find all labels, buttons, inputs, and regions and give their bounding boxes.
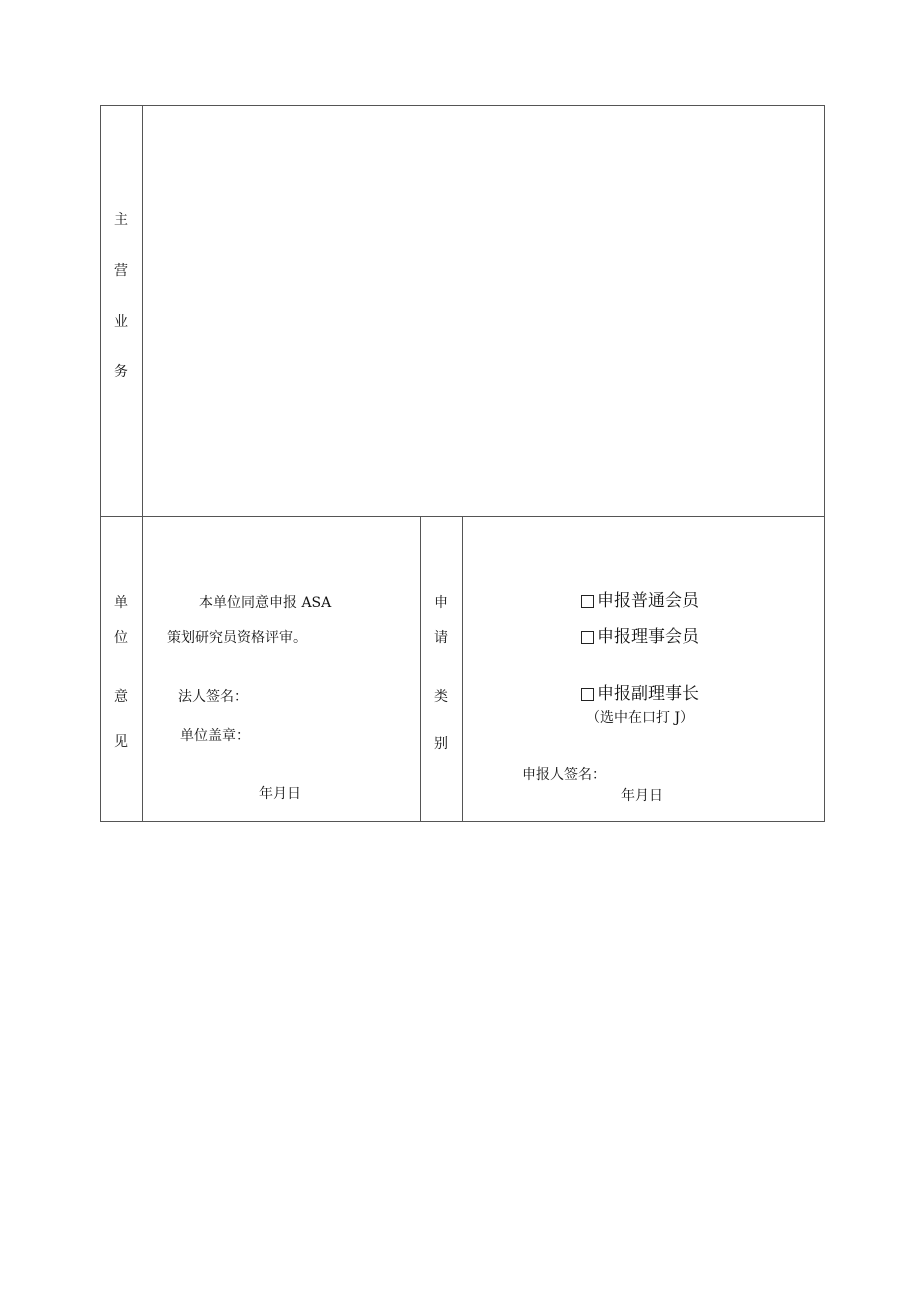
selection-note: （选中在口打 J） bbox=[586, 710, 695, 726]
vice-chairman-label: 申报副理事长 bbox=[597, 684, 699, 704]
option-ordinary-member[interactable] bbox=[581, 593, 699, 610]
application-type-label-char: 类 bbox=[434, 689, 448, 705]
application-type-label-char: 别 bbox=[434, 736, 448, 752]
unit-opinion-date: 年月日 bbox=[259, 786, 301, 802]
main-business-label-char: 营 bbox=[114, 263, 128, 279]
unit-opinion-statement-line2: 策划研究员资格评审。 bbox=[167, 630, 307, 646]
unit-opinion-label-char: 位 bbox=[114, 630, 128, 646]
main-business-label-char: 业 bbox=[114, 314, 128, 330]
unit-opinion-label-char: 单 bbox=[114, 595, 128, 611]
unit-opinion-label-char: 见 bbox=[114, 734, 128, 750]
vice-chairman-checkbox[interactable] bbox=[581, 688, 594, 701]
unit-opinion-label-char: 意 bbox=[114, 689, 128, 705]
type-label-column-divider bbox=[462, 516, 463, 822]
opinion-column-divider bbox=[420, 516, 421, 822]
main-business-label-char: 主 bbox=[114, 212, 128, 228]
option-council-member[interactable] bbox=[581, 629, 699, 646]
applicant-signature-label: 申报人签名： bbox=[522, 767, 606, 783]
application-type-label-char: 请 bbox=[434, 630, 448, 646]
council-member-checkbox[interactable] bbox=[581, 631, 594, 644]
main-business-label-char: 务 bbox=[114, 364, 128, 380]
legal-signature-label: 法人签名： bbox=[178, 689, 248, 705]
main-business-content-area[interactable] bbox=[143, 106, 824, 516]
council-member-label: 申报理事会员 bbox=[597, 627, 699, 647]
application-type-label-char: 申 bbox=[434, 595, 448, 611]
application-date: 年月日 bbox=[621, 788, 663, 804]
unit-seal-label: 单位盖章： bbox=[180, 728, 250, 744]
unit-opinion-statement-line1: 本单位同意申报 ASA bbox=[199, 595, 332, 611]
ordinary-member-label: 申报普通会员 bbox=[597, 591, 699, 611]
ordinary-member-checkbox[interactable] bbox=[581, 595, 594, 608]
option-vice-chairman[interactable] bbox=[581, 686, 699, 703]
